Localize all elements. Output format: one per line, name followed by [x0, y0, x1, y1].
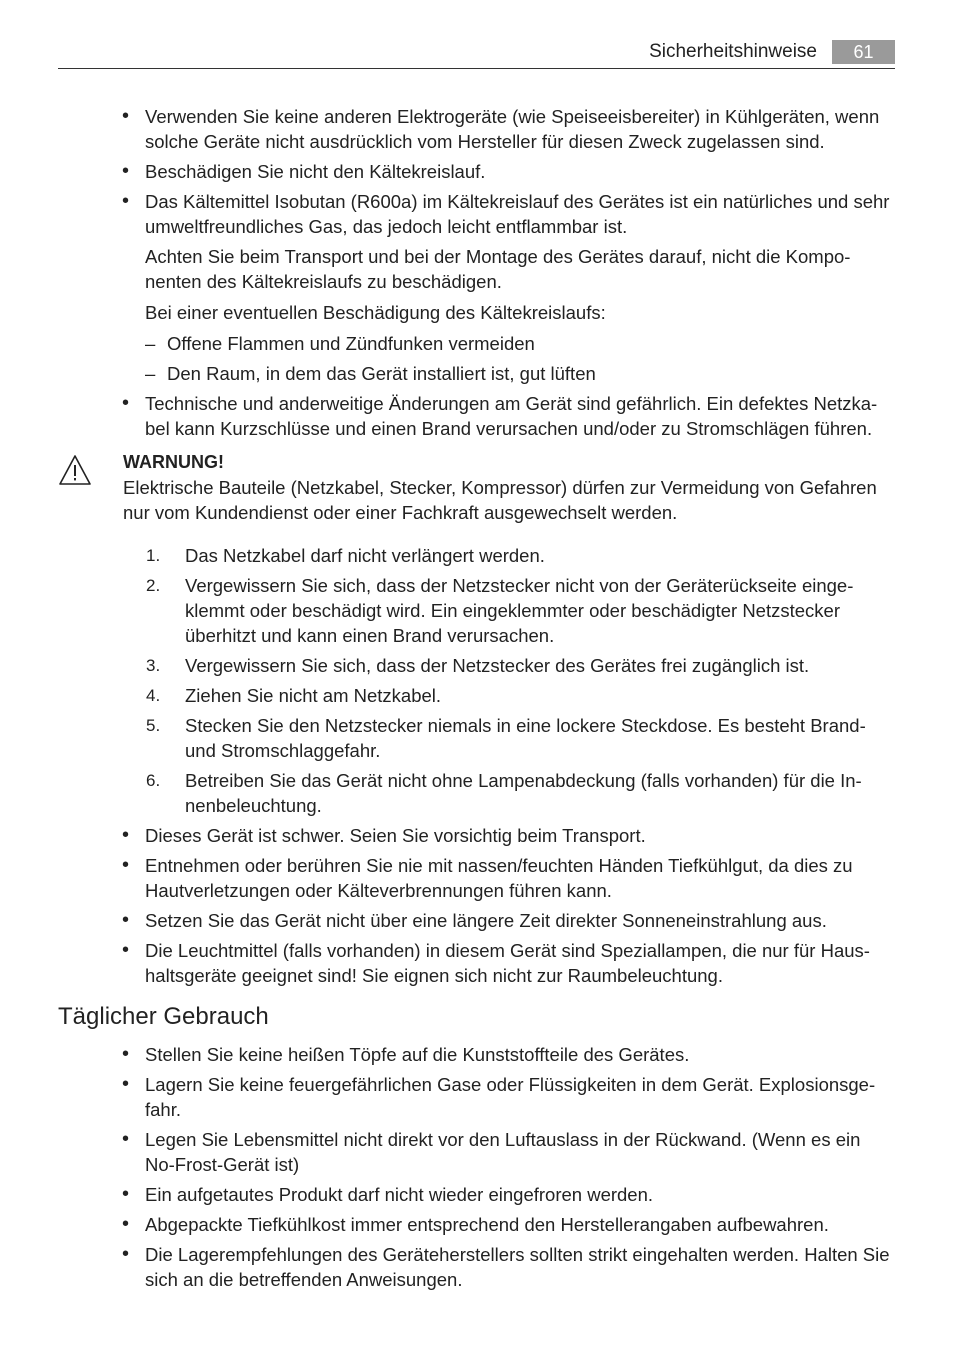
- numbered-item: [58, 713, 893, 763]
- list-item: • Das Kältemittel Isobutan (R600a) im Kältekreislauf des Gerätes ist ein natürliches und sehr umweltfreundliches Gas, das jedoch leicht entflammbar ist.: [58, 189, 893, 239]
- item-text: Betreiben Sie das Gerät nicht ohne Lampenabdeckung (falls vorhanden) für die Innenbeleuchtung.: [185, 770, 862, 816]
- list-item: • Setzen Sie das Gerät nicht über eine längere Zeit direkter Sonneneinstrahlung aus.: [58, 908, 893, 933]
- dash-item-text: Offene Flammen und Zündfunken vermeiden: [167, 333, 535, 354]
- bullet-list: [58, 391, 893, 441]
- warning-box: [58, 450, 893, 525]
- list-item: • Ein aufgetautes Produkt darf nicht wieder eingefroren werden.: [58, 1182, 893, 1207]
- page-number: 61: [832, 40, 895, 64]
- list-item: • Legen Sie Lebensmittel nicht direkt vor den Luftauslass in der Rückwand. (Wenn es ein No-Frost-Gerät ist): [58, 1127, 893, 1177]
- warning-triangle-icon: [58, 454, 92, 486]
- warning-text: Elektrische Bauteile (Netzkabel, Stecker, Kompressor) dürfen zur Vermeidung von Gefahren nur vom Kundendienst oder einer Fachkraft ausgewechselt werden.: [123, 477, 877, 523]
- numbered-item: [58, 683, 893, 708]
- page-content: [58, 104, 893, 1297]
- dash-mark: –: [145, 333, 156, 354]
- list-item: • Entnehmen oder berühren Sie nie mit nassen/feuchten Händen Tiefkühlgut, da dies zu Hautverletzungen oder Kälteverbrennungen führen kann.: [58, 853, 893, 903]
- numbered-item: [58, 543, 893, 568]
- list-item: • Lagern Sie keine feuergefährlichen Gase oder Flüssigkeiten in dem Gerät. Explosionsgefahr.: [58, 1072, 893, 1122]
- list-item: • Die Lagerempfehlungen des Geräteherstellers sollten strikt eingehalten werden. Halten Sie sich an die betreffenden Anweisungen.: [58, 1242, 893, 1292]
- list-item: • Technische und anderweitige Änderungen am Gerät sind gefährlich. Ein defektes Netzkabel kann Kurzschlüsse und einen Brand verursachen und/oder zu Stromschlägen führen.: [58, 391, 893, 441]
- item-number: 5.: [146, 716, 161, 735]
- bullet-list: [58, 104, 893, 239]
- item-number: 2.: [146, 576, 161, 595]
- item-text: Ziehen Sie nicht am Netzkabel.: [185, 685, 442, 706]
- item-number: 4.: [146, 686, 161, 705]
- dash-item: [58, 361, 893, 386]
- bullet-list: [58, 1042, 893, 1292]
- item-number: 6.: [146, 771, 161, 790]
- list-item: • Verwenden Sie keine anderen Elektrogeräte (wie Speiseeisbereiter) in Kühlgeräten, wenn solche Geräte nicht ausdrücklich vom Hersteller für diesen Zweck zugelassen sind.: [58, 104, 893, 154]
- list-item: • Stellen Sie keine heißen Töpfe auf die Kunststoffteile des Gerätes.: [58, 1042, 893, 1067]
- item-text: Vergewissern Sie sich, dass der Netzstecker des Gerätes frei zugänglich ist.: [185, 655, 810, 676]
- numbered-item: [58, 768, 893, 818]
- numbered-item: [58, 653, 893, 678]
- item-text: Stecken Sie den Netzstecker niemals in eine lockere Steckdose. Es besteht Brand- und Stromschlaggefahr.: [185, 715, 866, 761]
- item-text: Vergewissern Sie sich, dass der Netzstecker nicht von der Geräterückseite eingeklemmt oder beschädigt wird. Ein eingeklemmter oder beschädigter Netzstecker überhitzt und kann einen Brand verursachen.: [185, 575, 854, 646]
- warning-title: WARNUNG!: [123, 452, 224, 472]
- list-item: • Beschädigen Sie nicht den Kältekreislauf.: [58, 159, 893, 184]
- header-title: Sicherheitshinweise: [649, 41, 817, 62]
- list-item: • Abgepackte Tiefkühlkost immer entsprechend den Herstellerangaben aufbewahren.: [58, 1212, 893, 1237]
- paragraph: Achten Sie beim Transport und bei der Montage des Gerätes darauf, nicht die Komponenten des Kältekreislaufs zu beschädigen.: [145, 246, 851, 292]
- item-number: 1.: [146, 546, 161, 565]
- page-header: [58, 38, 895, 69]
- numbered-item: [58, 573, 893, 648]
- item-text: Das Netzkabel darf nicht verlängert werden.: [185, 545, 545, 566]
- dash-mark: –: [145, 363, 156, 384]
- section-heading: Täglicher Gebrauch: [58, 1003, 269, 1030]
- numbered-list: [58, 543, 893, 818]
- list-item: • Dieses Gerät ist schwer. Seien Sie vorsichtig beim Transport.: [58, 823, 893, 848]
- paragraph: Bei einer eventuellen Beschädigung des Kältekreislaufs:: [145, 302, 606, 323]
- dash-item-text: Den Raum, in dem das Gerät installiert ist, gut lüften: [167, 363, 596, 384]
- item-number: 3.: [146, 656, 161, 675]
- bullet-list: [58, 823, 893, 988]
- list-item: • Die Leuchtmittel (falls vorhanden) in diesem Gerät sind Speziallampen, die nur für Haushaltsgeräte geeignet sind! Sie eignen sich nicht zur Raumbeleuchtung.: [58, 938, 893, 988]
- dash-item: [58, 331, 893, 356]
